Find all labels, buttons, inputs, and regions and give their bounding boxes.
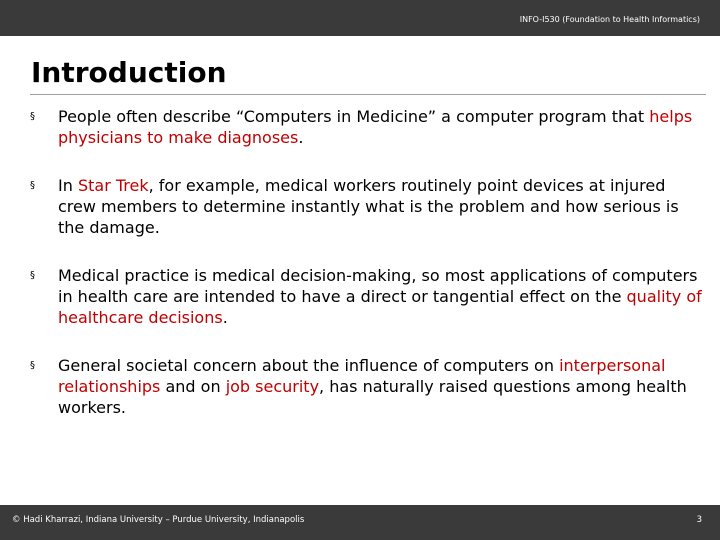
page-number: 3: [696, 515, 702, 525]
header-bar: [0, 0, 720, 36]
highlighted-phrase: quality of healthcare decisions: [58, 287, 702, 327]
highlighted-phrase: helps physicians to make diagnoses: [58, 107, 693, 147]
bullet-text: [58, 106, 708, 148]
bullet-text-segment: Medical practice is medical decision-making, so most applications of computers in health care are intended to have a direct or tangential effect on the: [58, 266, 698, 306]
highlighted-phrase: interpersonal relationships: [58, 356, 666, 396]
highlighted-phrase: Star Trek: [77, 176, 149, 195]
footer-credit: © Hadi Kharrazi, Indiana University – Purdue University, Indianapolis: [12, 515, 305, 525]
slide-title: Introduction: [31, 56, 227, 89]
bullet-text-segment: , has naturally raised questions among health workers.: [58, 377, 687, 417]
bullet-marker: §: [30, 360, 35, 371]
course-label: INFO-I530 (Foundation to Health Informatics): [519, 15, 700, 24]
bullet-text: [58, 265, 708, 328]
bullet-marker: §: [30, 180, 35, 191]
bullet-text-segment: .: [222, 308, 228, 327]
bullet-text-segment: General societal concern about the influence of computers on: [58, 356, 560, 375]
bullet-text-segment: and on: [160, 377, 226, 396]
highlighted-phrase: job security: [225, 377, 320, 396]
bullet-text-segment: , for example, medical workers routinely point devices at injured crew members to determine instantly what is the problem and how serious is the damage.: [58, 176, 679, 237]
bullet-text: [58, 355, 708, 418]
bullet-text: [58, 175, 708, 238]
footer-bar: [0, 505, 720, 540]
bullet-text-segment: People often describe “Computers in Medicine” a computer program that: [58, 107, 650, 126]
bullet-text-segment: .: [298, 128, 304, 147]
bullet-marker: §: [30, 270, 35, 281]
bullet-text-segment: In: [58, 176, 78, 195]
title-divider: [30, 94, 706, 95]
bullet-marker: §: [30, 111, 35, 122]
